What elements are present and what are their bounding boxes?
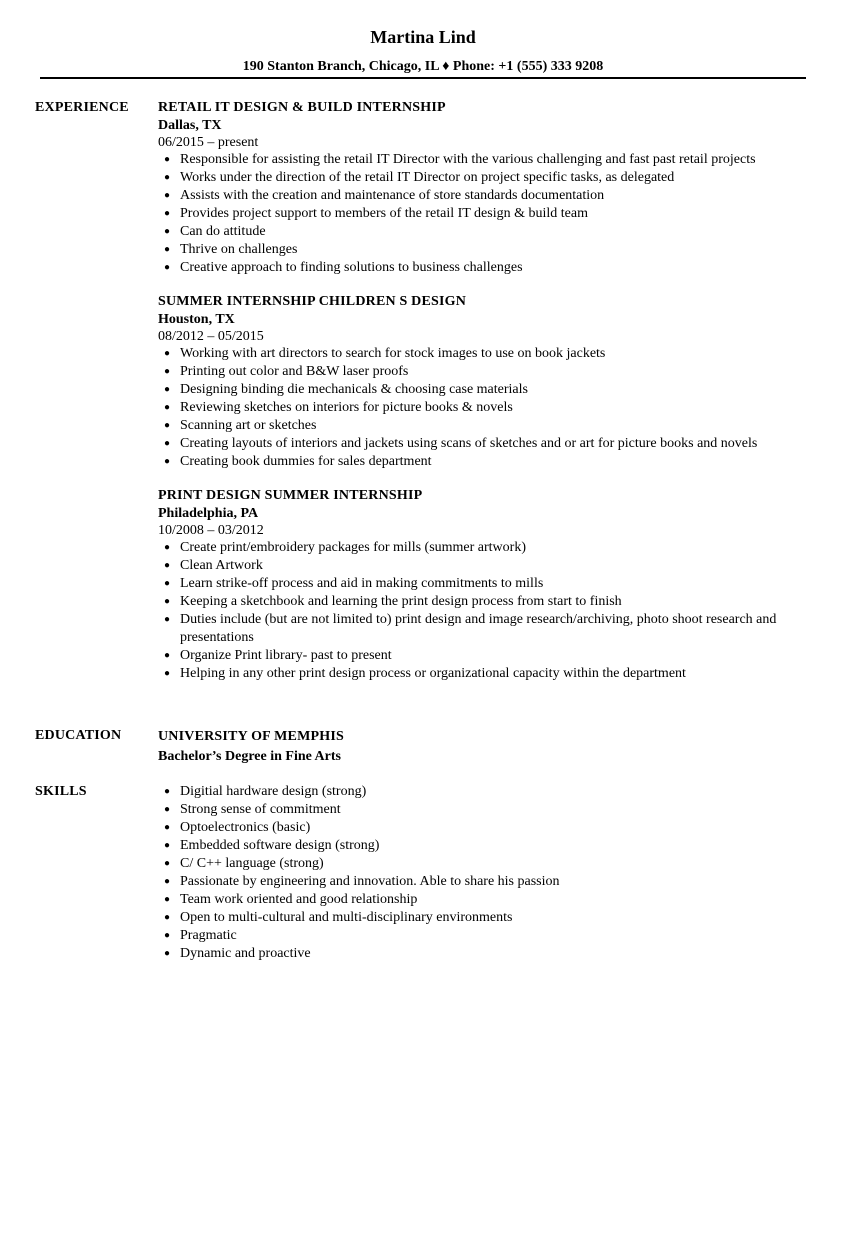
candidate-name: Martina Lind (370, 27, 476, 47)
bullet-text: Passionate by engineering and innovation. Able to share his passion (180, 874, 560, 889)
bullet-dot-icon: ● (164, 438, 171, 449)
bullet-dot-icon: ● (164, 650, 171, 661)
bullet-item (158, 363, 818, 381)
bullet-dot-icon: ● (164, 858, 171, 869)
bullet-item (158, 381, 818, 399)
section-label-education: EDUCATION (35, 728, 122, 743)
bullet-item (158, 345, 818, 363)
job-title: RETAIL IT DESIGN & BUILD INTERNSHIP (158, 100, 446, 115)
section-label-skills: SKILLS (35, 784, 87, 799)
bullet-text: Can do attitude (180, 224, 266, 239)
job-title: PRINT DESIGN SUMMER INTERNSHIP (158, 488, 423, 503)
bullet-text: Create print/embroidery packages for mills (summer artwork) (180, 540, 526, 555)
bullet-item (158, 837, 818, 855)
job-dates: 06/2015 – present (158, 135, 259, 150)
bullet-text: Duties include (but are not limited to) print design and image research/archiving, photo shoot research and presentations (180, 612, 777, 645)
bullet-item (158, 241, 818, 259)
bullet-dot-icon: ● (164, 822, 171, 833)
bullet-item (158, 575, 818, 593)
bullet-text: Working with art directors to search for stock images to use on book jackets (180, 346, 606, 361)
skills-body (158, 783, 818, 963)
bullet-dot-icon: ● (164, 894, 171, 905)
bullet-text: Assists with the creation and maintenance of store standards documentation (180, 188, 605, 203)
bullet-dot-icon: ● (164, 840, 171, 851)
bullet-text: Learn strike-off process and aid in making commitments to mills (180, 576, 544, 591)
bullet-item (158, 873, 818, 891)
bullet-item (158, 819, 818, 837)
bullet-dot-icon: ● (164, 912, 171, 923)
bullet-item (158, 453, 818, 471)
education-entry (158, 727, 818, 766)
bullet-item (158, 801, 818, 819)
bullet-item (158, 945, 818, 963)
bullet-text: Team work oriented and good relationship (180, 892, 418, 907)
bullet-text: Works under the direction of the retail IT Director on project specific tasks, as delegated (180, 170, 675, 185)
job-entry (158, 99, 818, 277)
header-divider (40, 77, 806, 79)
bullet-item (158, 855, 818, 873)
bullet-dot-icon: ● (164, 262, 171, 273)
bullet-item (158, 593, 818, 611)
bullet-dot-icon: ● (164, 542, 171, 553)
bullet-text: Creative approach to finding solutions to business challenges (180, 260, 523, 275)
bullet-dot-icon: ● (164, 226, 171, 237)
bullet-text: Helping in any other print design process or organizational capacity within the department (180, 666, 686, 681)
bullet-item (158, 169, 818, 187)
job-entry (158, 487, 818, 683)
bullet-item (158, 927, 818, 945)
bullet-dot-icon: ● (164, 786, 171, 797)
contact-line: 190 Stanton Branch, Chicago, IL ♦ Phone: +1 (555) 333 9208 (242, 59, 604, 74)
bullet-text: Creating layouts of interiors and jackets using scans of sketches and or art for picture books and novels (180, 436, 758, 451)
bullet-dot-icon: ● (164, 948, 171, 959)
bullet-item (158, 909, 818, 927)
bullet-dot-icon: ● (164, 560, 171, 571)
bullet-text: Digitial hardware design (strong) (180, 784, 367, 799)
bullet-text: Optoelectronics (basic) (180, 820, 311, 835)
section-label-experience: EXPERIENCE (35, 100, 129, 115)
bullet-text: C/ C++ language (strong) (180, 856, 324, 871)
bullet-item (158, 417, 818, 435)
job-duties-list (158, 151, 818, 277)
bullet-item (158, 187, 818, 205)
bullet-dot-icon: ● (164, 596, 171, 607)
bullet-text: Dynamic and proactive (180, 946, 311, 961)
job-location: Dallas, TX (158, 118, 222, 133)
job-dates: 10/2008 – 03/2012 (158, 523, 264, 538)
bullet-item (158, 557, 818, 575)
bullet-dot-icon: ● (164, 614, 171, 625)
bullet-text: Provides project support to members of the retail IT design & build team (180, 206, 588, 221)
job-entry (158, 293, 818, 471)
bullet-item (158, 783, 818, 801)
bullet-dot-icon: ● (164, 804, 171, 815)
bullet-text: Responsible for assisting the retail IT Director with the various challenging and fast past retail projects (180, 152, 756, 167)
bullet-text: Scanning art or sketches (180, 418, 317, 433)
bullet-dot-icon: ● (164, 348, 171, 359)
degree: Bachelor’s Degree in Fine Arts (158, 749, 341, 764)
bullet-item (158, 223, 818, 241)
bullet-item (158, 539, 818, 557)
bullet-item (158, 665, 818, 683)
skills-list (158, 783, 818, 963)
bullet-dot-icon: ● (164, 668, 171, 679)
school-name: UNIVERSITY OF MEMPHIS (158, 729, 344, 744)
bullet-item (158, 647, 818, 665)
bullet-text: Keeping a sketchbook and learning the print design process from start to finish (180, 594, 622, 609)
bullet-dot-icon: ● (164, 190, 171, 201)
bullet-text: Pragmatic (180, 928, 237, 943)
bullet-dot-icon: ● (164, 402, 171, 413)
experience-list (158, 99, 818, 699)
bullet-text: Clean Artwork (180, 558, 263, 573)
bullet-text: Organize Print library- past to present (180, 648, 392, 663)
bullet-text: Designing binding die mechanicals & choosing case materials (180, 382, 528, 397)
bullet-text: Embedded software design (strong) (180, 838, 380, 853)
bullet-item (158, 259, 818, 277)
bullet-dot-icon: ● (164, 244, 171, 255)
bullet-dot-icon: ● (164, 930, 171, 941)
job-duties-list (158, 345, 818, 471)
bullet-dot-icon: ● (164, 876, 171, 887)
job-location: Philadelphia, PA (158, 506, 259, 521)
bullet-item (158, 891, 818, 909)
bullet-text: Open to multi-cultural and multi-disciplinary environments (180, 910, 513, 925)
bullet-text: Thrive on challenges (180, 242, 298, 257)
bullet-item (158, 399, 818, 417)
job-duties-list (158, 539, 818, 683)
bullet-item (158, 151, 818, 169)
job-title: SUMMER INTERNSHIP CHILDREN S DESIGN (158, 294, 467, 309)
bullet-dot-icon: ● (164, 578, 171, 589)
bullet-text: Creating book dummies for sales department (180, 454, 432, 469)
bullet-dot-icon: ● (164, 456, 171, 467)
bullet-item (158, 435, 818, 453)
bullet-text: Printing out color and B&W laser proofs (180, 364, 409, 379)
job-location: Houston, TX (158, 312, 235, 327)
bullet-dot-icon: ● (164, 384, 171, 395)
bullet-dot-icon: ● (164, 208, 171, 219)
bullet-item (158, 205, 818, 223)
bullet-text: Strong sense of commitment (180, 802, 341, 817)
bullet-dot-icon: ● (164, 154, 171, 165)
job-dates: 08/2012 – 05/2015 (158, 329, 264, 344)
bullet-text: Reviewing sketches on interiors for picture books & novels (180, 400, 513, 415)
bullet-dot-icon: ● (164, 420, 171, 431)
bullet-item (158, 611, 818, 647)
bullet-dot-icon: ● (164, 172, 171, 183)
bullet-dot-icon: ● (164, 366, 171, 377)
